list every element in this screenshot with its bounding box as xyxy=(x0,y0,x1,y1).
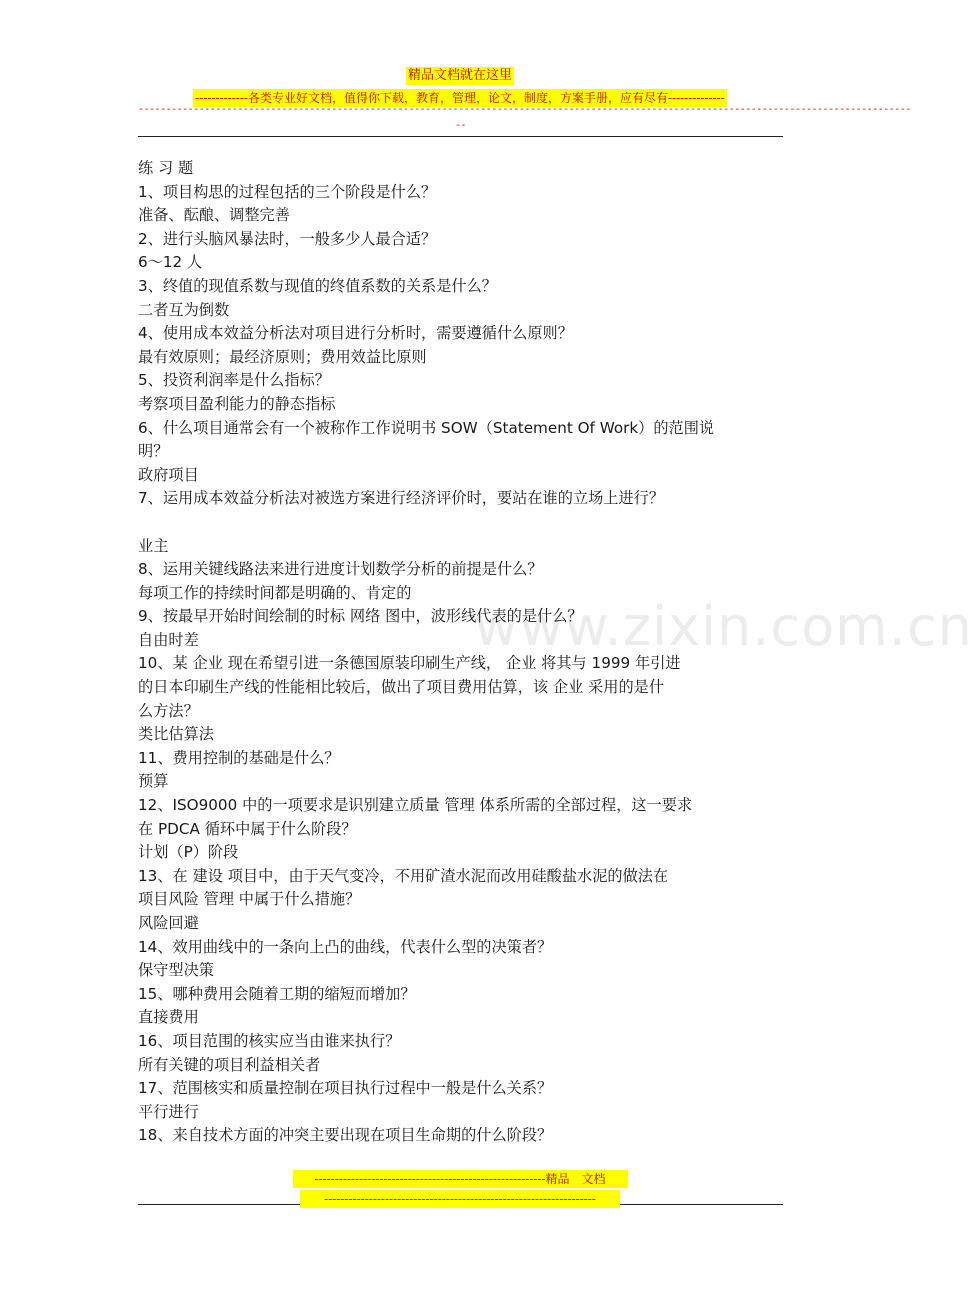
text-line: 12、ISO9000 中的一项要求是识别建立质量 管理 体系所需的全部过程，这一要求 xyxy=(138,796,693,815)
text-line: 每项工作的持续时间都是明确的、肯定的 xyxy=(138,583,412,602)
header-subtitle: -------------各类专业好文档，值得你下载，教育，管理，论文，制度，方案手册，应有尽有-------------- xyxy=(195,91,725,105)
footer-line-2: ------------------------------------------------------------------- xyxy=(300,1190,620,1208)
text-line: 二者互为倒数 xyxy=(138,300,230,319)
text-line: 准备、酝酿、调整完善 xyxy=(138,206,290,225)
exercise-lines xyxy=(138,181,788,1148)
header-rule xyxy=(138,136,783,137)
exercise-heading: 练 习 题 xyxy=(138,159,194,177)
text-line: 6～12 人 xyxy=(138,253,203,272)
text-line: 保守型决策 xyxy=(138,961,214,980)
text-line: 所有关键的项目利益相关者 xyxy=(138,1055,321,1074)
header-dash-line: -------------------------------------------------------------------------------------------------------------------------------------------- xyxy=(138,104,911,115)
text-line: 的日本印刷生产线的性能相比较后，做出了项目费用估算，该 企业 采用的是什 xyxy=(138,678,665,697)
text-line: 2、进行头脑风暴法时，一般多少人最合适？ xyxy=(138,229,437,248)
document-footer xyxy=(0,1168,920,1208)
text-line: 14、效用曲线中的一条向上凸的曲线，代表什么型的决策者？ xyxy=(138,937,553,956)
text-line: 政府项目 xyxy=(138,465,199,484)
text-line: 16、项目范围的核实应当由谁来执行？ xyxy=(138,1031,401,1050)
text-line: 15、哪种费用会随着工期的缩短而增加？ xyxy=(138,984,416,1003)
text-line: 11、费用控制的基础是什么？ xyxy=(138,748,340,767)
text-line: 7、运用成本效益分析法对被选方案进行经济评价时，要站在谁的立场上进行？ xyxy=(138,489,665,508)
text-line: 4、使用成本效益分析法对项目进行分析时，需要遵循什么原则？ xyxy=(138,324,573,343)
header-title: 精品文档就在这里 xyxy=(407,68,512,83)
text-line: 在 PDCA 循环中属于什么阶段？ xyxy=(138,819,357,838)
text-line: 考察项目盈利能力的静态指标 xyxy=(138,394,336,413)
text-line: 最有效原则；最经济原则；费用效益比原则 xyxy=(138,347,427,366)
text-line: 5、投资利润率是什么指标？ xyxy=(138,371,330,390)
text-line: 17、范围核实和质量控制在项目执行过程中一般是什么关系？ xyxy=(138,1079,553,1098)
text-line: 18、来自技术方面的冲突主要出现在项目生命期的什么阶段？ xyxy=(138,1126,553,1145)
text-line: 明？ xyxy=(138,442,169,461)
text-line: 类比估算法 xyxy=(138,725,214,744)
text-line: 直接费用 xyxy=(138,1008,199,1027)
text-line: 10、某 企业 现在希望引进一条德国原装印刷生产线， 企业 将其与 1999 年引进 xyxy=(138,654,681,673)
header-dash-line-continuation: -- xyxy=(454,120,467,131)
text-line: 13、在 建设 项目中，由于天气变冷，不用矿渣水泥而改用硅酸盐水泥的做法在 xyxy=(138,866,669,885)
text-line: 么方法？ xyxy=(138,701,199,720)
document-header xyxy=(0,64,920,107)
text-line: 6、什么项目通常会有一个被称作工作说明书 SOW（Statement Of Work）的范围说 xyxy=(138,418,715,437)
text-line: 预算 xyxy=(138,772,169,791)
text-line: 9、按最早开始时间绘制的时标 网络 图中，波形线代表的是什么？ xyxy=(138,607,583,626)
text-line: 平行进行 xyxy=(138,1102,199,1121)
text-line: 项目风险 管理 中属于什么措施？ xyxy=(138,890,361,909)
text-line: 1、项目构思的过程包括的三个阶段是什么？ xyxy=(138,182,437,201)
text-line: 自由时差 xyxy=(138,630,199,649)
blank-line xyxy=(138,511,788,535)
text-line: 3、终值的现值系数与现值的终值系数的关系是什么？ xyxy=(138,276,497,295)
text-line: 8、运用关键线路法来进行进度计划数学分析的前提是什么？ xyxy=(138,560,543,579)
exercise-body xyxy=(138,157,788,1148)
text-line: 计划（P）阶段 xyxy=(138,843,239,862)
footer-line-1: ---------------------------------------------------------精品 文档 xyxy=(293,1170,628,1188)
watermark: www.zixin.com.cn xyxy=(474,595,973,658)
text-line: 风险回避 xyxy=(138,914,199,932)
text-line: 业主 xyxy=(138,536,169,555)
